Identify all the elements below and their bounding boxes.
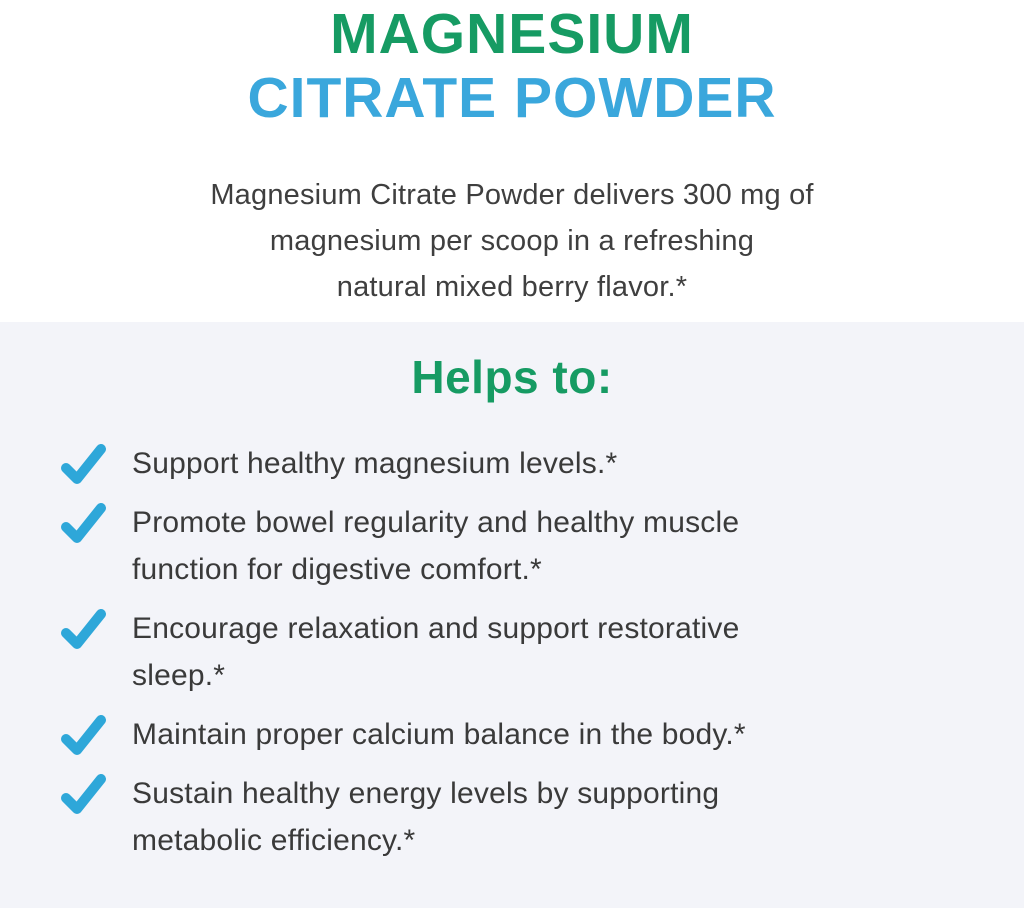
- checkmark-icon: [60, 503, 106, 543]
- benefit-text-line: Encourage relaxation and support restorative: [132, 612, 740, 645]
- list-item: [60, 440, 988, 487]
- benefits-heading: Helps to:: [411, 351, 613, 403]
- benefit-text-line: metabolic efficiency.*: [132, 824, 416, 857]
- benefit-list: [0, 440, 1024, 864]
- benefit-text-line: function for digestive comfort.*: [132, 553, 542, 586]
- list-item: [60, 711, 988, 758]
- hero-section: [0, 0, 1024, 322]
- list-item: [60, 770, 988, 864]
- benefit-text-line: Maintain proper calcium balance in the body.*: [132, 718, 746, 751]
- list-item: [60, 605, 988, 699]
- product-description-line: magnesium per scoop in a refreshing: [269, 225, 755, 257]
- product-description-line: natural mixed berry flavor.*: [336, 271, 688, 303]
- product-title-line-2: CITRATE POWDER: [247, 66, 777, 130]
- checkmark-icon: [60, 715, 106, 755]
- benefit-text: [132, 711, 746, 758]
- benefit-text: [132, 605, 740, 699]
- benefit-text-line: sleep.*: [132, 659, 226, 692]
- benefits-section: [0, 322, 1024, 908]
- list-item: [60, 499, 988, 593]
- checkmark-icon: [60, 444, 106, 484]
- product-description-line: Magnesium Citrate Powder delivers 300 mg of: [210, 179, 814, 211]
- benefit-text: [132, 770, 719, 864]
- benefit-text-line: Promote bowel regularity and healthy muscle: [132, 506, 740, 539]
- benefit-text-line: Support healthy magnesium levels.*: [132, 447, 618, 480]
- benefit-text: [132, 440, 617, 487]
- checkmark-icon: [60, 774, 106, 814]
- product-description: [0, 172, 1024, 310]
- product-title: [0, 2, 1024, 130]
- checkmark-icon: [60, 609, 106, 649]
- benefit-text: [132, 499, 739, 593]
- benefit-text-line: Sustain healthy energy levels by supporting: [132, 777, 720, 810]
- product-title-line-1: MAGNESIUM: [330, 2, 694, 66]
